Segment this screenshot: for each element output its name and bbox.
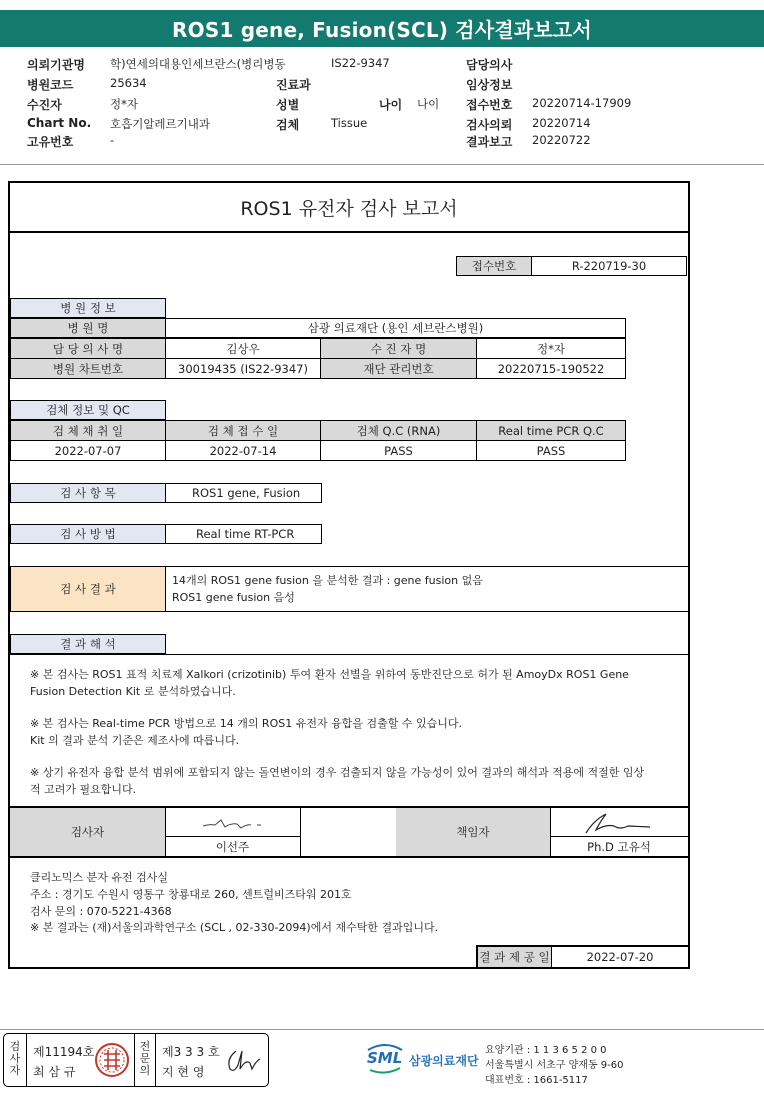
lab-name: 클리노믹스 분자 유전 검사실 (30, 871, 169, 884)
accession-label: 접수번호 (466, 98, 513, 112)
age-value: 나이 (417, 97, 440, 111)
receive-date-label: 검 체 접 수 일 (165, 420, 321, 441)
unique-label: 고유번호 (27, 135, 74, 149)
qc-pcr-value: PASS (476, 440, 626, 461)
director-name: Ph.D 고유석 (587, 839, 651, 854)
test-item-value: ROS1 gene, Fusion (165, 483, 322, 503)
id-value: IS22-9347 (331, 56, 390, 70)
code-label: 병원코드 (27, 78, 74, 92)
chart-no-value: 30019435 (IS22-9347) (165, 358, 321, 379)
doctor-label: 담당의사 (466, 58, 513, 72)
specimen-label: 검체 (276, 118, 300, 132)
tester-name: 이선주 (165, 837, 301, 856)
code-value: 25634 (110, 76, 147, 90)
specialist-vertical-label: 전 문 의 (139, 1040, 151, 1077)
specialist-license-name: 지 현 영 (162, 1065, 205, 1079)
mgmt-no-label: 재단 관리번호 (320, 358, 477, 379)
stamp-divider-1 (26, 1034, 27, 1086)
interp-p2-line2: Kit 의 결과 분석 기준은 제조사에 따릅니다. (30, 734, 240, 747)
inst-value: 학)연세의대용인세브란스(병리병동 (110, 57, 286, 71)
patient-name-value: 정*자 (476, 338, 626, 359)
clinical-label: 임상정보 (466, 78, 513, 92)
sex-label: 성별 (276, 98, 300, 112)
patient-value: 정*자 (110, 97, 138, 111)
mgmt-no-value: 20220715-190522 (476, 358, 626, 379)
unique-value: - (110, 133, 115, 147)
red-seal (94, 1042, 130, 1082)
org-name: 삼광의료재단 (409, 1054, 479, 1068)
specimen-value: Tissue (331, 116, 368, 130)
test-method-value: Real time RT-PCR (165, 524, 322, 544)
age-label: 나이 (379, 98, 403, 112)
request-value: 20220714 (532, 116, 591, 130)
tester-license: 제11194호 (33, 1045, 95, 1059)
tester-signature (165, 808, 301, 837)
tester-vertical-label: 검 사 자 (9, 1040, 21, 1077)
sign-bottom-line (8, 856, 690, 858)
result-date-label: 결과보고 (466, 135, 513, 149)
patient-name-label: 수 진 자 명 (320, 338, 477, 359)
request-label: 검사의뢰 (466, 118, 513, 132)
receipt-value: R-220719-30 (531, 256, 687, 276)
director-signature (550, 808, 688, 837)
stamp-divider-3 (155, 1034, 156, 1086)
sml-logo-text: SML (367, 1049, 403, 1067)
issue-date-value: 2022-07-20 (586, 950, 654, 964)
collect-date-value: 2022-07-07 (10, 440, 166, 461)
qc-rna-label: 검체 Q.C (RNA) (320, 420, 477, 441)
tester-license-name: 최 삼 규 (33, 1065, 76, 1079)
collect-date-label: 검 체 채 취 일 (10, 420, 166, 441)
interp-p2-line1: ※ 본 검사는 Real-time PCR 방법으로 14 개의 ROS1 유전자 융합을 검출할 수 있습니다. (30, 717, 462, 730)
footer-divider (0, 1029, 764, 1030)
result-line-2: ROS1 gene fusion 음성 (172, 591, 295, 604)
interp-label: 결 과 해 석 (10, 634, 166, 654)
doctor-name-label: 담 당 의 사 명 (10, 338, 166, 359)
lab-note: ※ 본 결과는 (재)서울의과학연구소 (SCL , 02-330-2094)에서 재수탁한 결과입니다. (30, 921, 439, 934)
doctor-name-value: 김상우 (165, 338, 321, 359)
hospital-name-label: 병 원 명 (10, 318, 166, 338)
tester-label: 검사자 (10, 808, 166, 856)
org-address: 서울특별시 서초구 양재동 9-60 (485, 1060, 624, 1071)
test-item-label: 검 사 항 목 (10, 483, 166, 503)
specialist-signature (222, 1045, 262, 1079)
result-date-value: 20220722 (532, 133, 591, 147)
chart-label: Chart No. (27, 116, 92, 130)
sign-blank-cell (300, 808, 397, 856)
interp-top-line (10, 654, 688, 655)
hospital-name-value: 삼광 의료재단 (용인 세브란스병원) (165, 318, 626, 338)
care-number: 요양기관 : 1 1 3 6 5 2 0 0 (485, 1045, 607, 1056)
result-label: 검 사 결 과 (10, 566, 166, 612)
interp-p3-line1: ※ 상기 유전자 융합 분석 범위에 포함되지 않는 돌연변이의 경우 검출되지 않을 가능성이 있어 결과의 해석과 적용에 적절한 임상 (30, 766, 645, 779)
lab-contact: 검사 문의 : 070-5221-4368 (30, 905, 172, 918)
org-phone: 대표번호 : 1661-5117 (485, 1075, 588, 1086)
lab-address: 주소 : 경기도 수원시 영통구 창룡대로 260, 센트럴비즈타워 201호 (30, 888, 352, 901)
interp-p1-line1: ※ 본 검사는 ROS1 표적 치료제 Xalkori (crizotinib) 투여 환자 선별을 위하여 동반진단으로 허가 된 AmoyDx ROS1 Gene (30, 668, 629, 681)
specialist-license: 제3 3 3 호 (162, 1045, 220, 1059)
title-divider (8, 231, 690, 233)
patient-label: 수진자 (27, 98, 62, 112)
issue-date-label: 결 과 제 공 일 (478, 947, 552, 967)
qc-pcr-label: Real time PCR Q.C (476, 420, 626, 441)
result-line-1: 14개의 ROS1 gene fusion 을 분석한 결과 : gene fusion 없음 (172, 574, 483, 587)
receipt-label: 접수번호 (456, 256, 532, 276)
test-method-label: 검 사 방 법 (10, 524, 166, 544)
qc-rna-value: PASS (320, 440, 477, 461)
accession-value: 20220714-17909 (532, 96, 632, 110)
hospital-section-header: 병 원 정 보 (10, 298, 166, 318)
dept-label: 진료과 (276, 78, 311, 92)
report-banner-title: ROS1 gene, Fusion(SCL) 검사결과보고서 (0, 10, 764, 47)
interp-p1-line2: Fusion Detection Kit 로 분석하였습니다. (30, 685, 236, 698)
interp-p3-line2: 적 고려가 필요합니다. (30, 783, 137, 796)
report-title: ROS1 유전자 검사 보고서 (240, 197, 458, 220)
chart-no-label: 병원 차트번호 (10, 358, 166, 379)
chart-value: 호흡기알레르기내과 (110, 117, 210, 131)
receive-date-value: 2022-07-14 (165, 440, 321, 461)
director-label: 책임자 (396, 808, 551, 856)
header-divider (0, 164, 764, 165)
specimen-section-header: 검체 정보 및 QC (10, 400, 166, 420)
inst-label: 의뢰기관명 (27, 58, 85, 72)
